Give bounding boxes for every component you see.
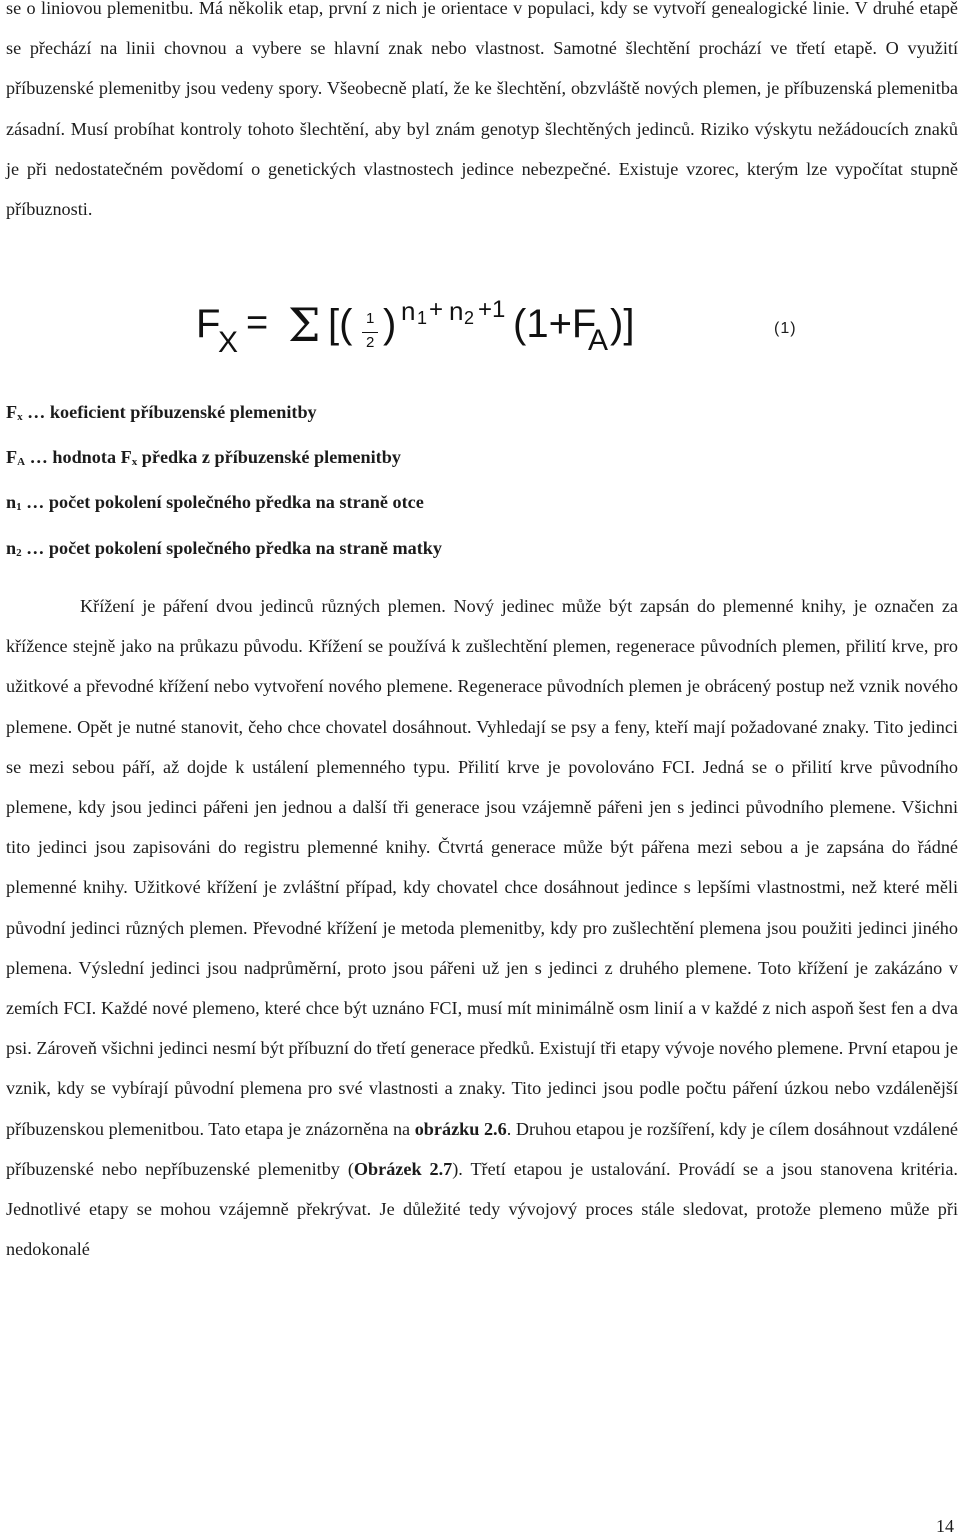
figure-ref-2-7: Obrázek 2.7 — [353, 1158, 453, 1179]
formula-right-paren: ) — [383, 302, 397, 346]
formula-F: F — [196, 302, 221, 346]
formula-one-plus-F: (1+F — [513, 302, 597, 346]
crossbreeding-paragraph: Křížení je páření dvou jedinců různých plemen. Nový jedinec může být zapsán do plemenné knihy, je označen za křížence stejně jako na průkazu původu. Křížení se používá k zušlechtění plemen, regenerace původních plemen, přilití krve, pro užitkové a převodné křížení nebo vytvoření nového plemene. Regenerace původních plemen je obrácený postup než vznik nového plemene. Opět je nutné stanovit, čeho chce chovatel dosáhnout. Vyhledají se psy a feny, kteří mají požadované znaky. Tito jedinci se mezi sebou páří, až dojde k ustálení plemenného typu. Přilití krve je povolováno FCI. Jedná se o přilití krve původního plemene, kdy jsou jedinci pářeni jen jednou a další tři generace jsou vzájemně pářeni jen s jedinci původního plemene. Všichni tito jedinci jsou zapisováni do registru plemenné knihy. Čtvrtá generace může být pářena mezi sebou a je zapsána do řádné plemenné knihy. Užitkové křížení je zvláštní případ, kdy chovatel chce dosáhnout jedince s lepšími vlastnostmi, než které měli původní jedinci různých plemen. Převodné křížení je metoda plemenitby, kdy pro zušlechtění plemena jsou použiti jedinci jiného plemena. Výslední jedinci jsou nadprůměrní, proto jsou pářeni už jen s jedinci z druhého plemene. Toto křížení je zakázáno v zemích FCI. Každé nové plemeno, které chce být uznáno FCI, musí mít minimálně osm linií a v každé z nich aspoň šest fen a dva psi. Zároveň všichni jedinci nesmí být příbuzní do třetí generace předků. Existují tři etapy vývoje nového plemene. První etapou je vznik, kdy se vybírají původní plemena pro své vlastnosti a znaky. Tito jedinci jsou podle počtu páření úzkou nebo vzdálenější příbuzenskou plemenitbou. Tato etapa je znázorněna na obrázku 2.6. Druhou etapou je rozšíření, kdy je cílem dosáhnout vzdálené příbuzenské nebo nepříbuzenské plemenitby (Obrázek 2.7). Třetí etapou je ustalování. Provádí se a jsou stanovena kritéria. Jednotlivé etapy se mohou vzájemně překrývat. Je důležité tedy vývojový proces stále sledovat, protože plemeno může při nedokonalé — [6, 596, 959, 1260]
formula-close-brackets: )] — [610, 302, 635, 346]
formula-sigma: Σ — [288, 298, 321, 352]
definitions-list — [6, 392, 806, 573]
intro-paragraph: se o liniovou plemenitbu. Má několik etap, první z nich je orientace v populaci, kdy se vytvoří genealogické linie. V druhé etapě se přechází na linii chovnou a vybere se hlavní znak nebo vlastnost. Samotné šlechtění prochází ve třetí etapě. O využití příbuzenské plemenitby jsou vedeny spory. Všeobecně platí, že ke šlechtění, obzvláště nových plemen, je příbuzenská plemenitba zásadní. Musí probíhat kontroly tohoto šlechtění, aby byl znám genotyp šlechtěných jedinců. Riziko výskytu nežádoucích znaků je při nedostatečném povědomí o genetických vlastnostech jedince nebezpečné. Existuje vzorec, kterým lze vypočítat stupně příbuznosti. — [6, 0, 958, 220]
figure-ref-2-6: obrázku 2.6 — [414, 1118, 507, 1139]
definition-fx: $F_x$ … koeficient příbuzenské plemenitby — [6, 402, 317, 423]
formula-sub-A: A — [588, 324, 609, 357]
formula-fraction-bar — [362, 332, 378, 333]
page-number: 14 — [936, 1516, 954, 1536]
formula-sub-X: X — [218, 326, 239, 359]
definition-n1: $n_1$ … počet pokolení společného předka na straně otce — [6, 492, 424, 514]
definition-n2: $n_2$ … počet pokolení společného předka na straně matky — [6, 537, 442, 559]
kinship-formula — [191, 290, 831, 370]
equation-number: (1) — [774, 320, 797, 337]
formula-exp-sub1: 1 — [417, 308, 428, 328]
formula-numerator: 1 — [366, 310, 375, 327]
formula-exp-n2: n — [449, 296, 464, 326]
definition-fa: $F_A$ … hodnota $F_x$ předka z příbuzenské plemenitby — [6, 447, 401, 469]
formula-exp-plus: + — [429, 296, 444, 323]
formula-exp-n1: n — [401, 296, 416, 326]
formula-exp-sub2: 2 — [464, 308, 475, 328]
formula-left-brackets: [( — [328, 302, 353, 346]
formula-equals: = — [246, 302, 269, 344]
formula-exp-plus-one: +1 — [478, 296, 506, 323]
formula-denominator: 2 — [366, 334, 375, 351]
